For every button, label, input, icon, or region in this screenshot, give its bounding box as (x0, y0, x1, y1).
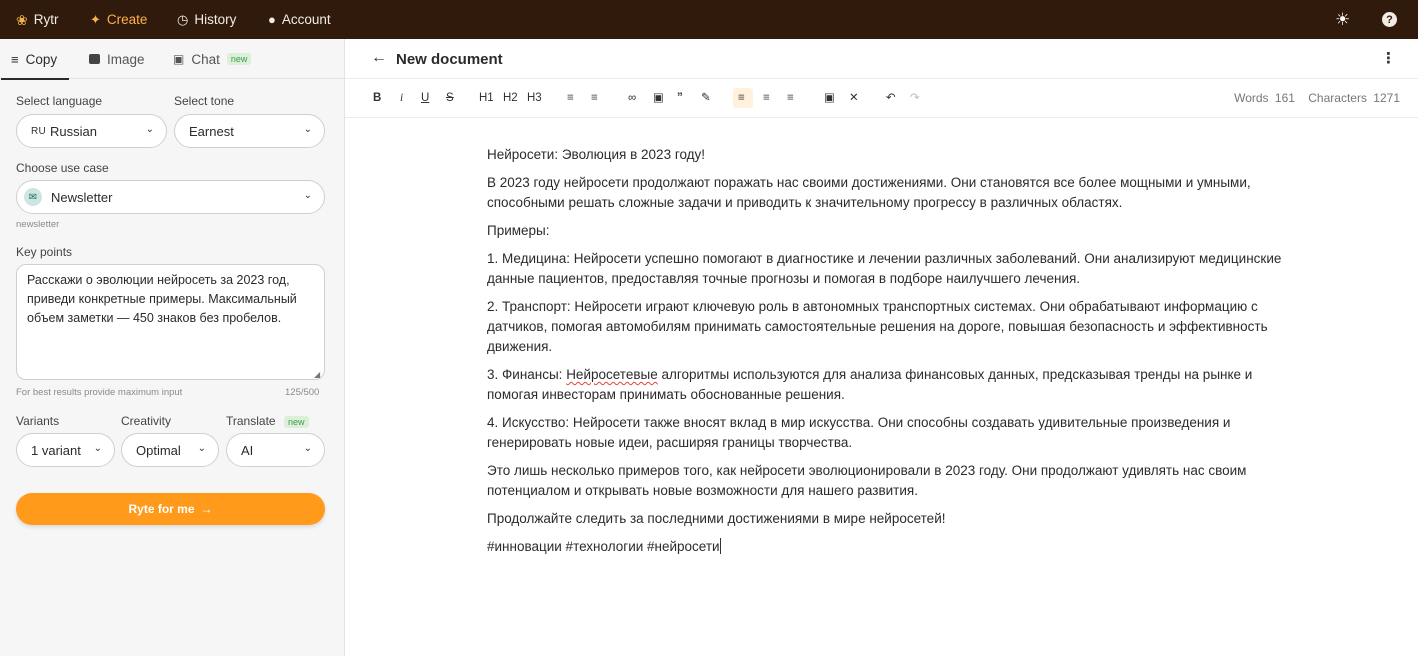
redo-icon[interactable]: ↷ (910, 92, 920, 104)
finance-prefix: 3. Финансы: (487, 367, 567, 382)
heading3-button[interactable]: H3 (527, 92, 542, 104)
image-icon (89, 54, 100, 64)
ryte-for-me-label: Ryte for me (128, 502, 195, 516)
characters-count: 1271 (1373, 91, 1400, 105)
sidebar (0, 39, 345, 656)
mail-icon: ✉ (24, 188, 42, 206)
arrow-right-icon: → (200, 502, 213, 516)
spellcheck-word[interactable]: Нейросетевые (566, 367, 658, 382)
variants-select[interactable] (16, 433, 115, 467)
sparkle-icon: ✦ (90, 12, 101, 27)
numbered-list-icon[interactable]: ≡ (591, 92, 598, 104)
words-label: Words (1234, 91, 1269, 105)
chat-icon: ▣ (173, 52, 185, 66)
document-counts (1228, 91, 1400, 105)
use-case-value: Newsletter (51, 189, 113, 205)
tab-chat[interactable] (173, 39, 251, 79)
nav-rytr-label: Rytr (33, 12, 59, 27)
doc-paragraph-summary: Это лишь несколько примеров того, как нейросети эволюционировали в 2023 году. Они продолжают удивлять нас своим потенциалом и открывать новые возможности для нашего развития. (487, 463, 1247, 498)
key-points-hint: For best results provide maximum input (16, 387, 183, 398)
sidebar-tabs (0, 39, 345, 79)
tab-copy[interactable] (11, 39, 57, 79)
select-all-icon[interactable]: ▣ (824, 92, 835, 104)
align-center-icon[interactable]: ≡ (763, 92, 770, 104)
chevron-down-icon: ⌄ (145, 124, 154, 135)
user-icon: ● (268, 12, 276, 27)
nav-account-label: Account (281, 12, 331, 27)
chevron-down-icon: ⌄ (303, 443, 312, 454)
translate-value: AI (241, 442, 254, 458)
tone-label: Select tone (174, 94, 235, 108)
tab-copy-label: Copy (25, 51, 58, 67)
creativity-value: Optimal (136, 442, 181, 458)
editor-toolbar (345, 79, 1418, 118)
link-icon[interactable]: ∞ (628, 92, 637, 104)
top-navigation-bar (0, 0, 1418, 39)
tab-image[interactable] (89, 39, 145, 79)
align-left-icon[interactable]: ≡ (738, 92, 745, 104)
tab-image-label: Image (107, 51, 145, 67)
doc-paragraph-transport: 2. Транспорт: Нейросети играют ключевую роль в автономных транспортных системах. Они обрабатывают информацию с датчиков, помогая автомобилям принимать самостоятельные решения на дороге, повышая безопасность и эффективность движения. (487, 299, 1268, 354)
characters-label: Characters (1308, 91, 1367, 105)
menu-lines-icon: ≡ (11, 51, 19, 67)
chevron-down-icon: ⌄ (303, 190, 312, 201)
more-options-icon[interactable]: ⋮ (1381, 50, 1396, 67)
doc-paragraph-art: 4. Искусство: Нейросети также вносят вклад в мир искусства. Они способны создавать удивительные произведения и генерировать новые идеи, расширяя границы творчества. (487, 415, 1231, 450)
tone-value: Earnest (189, 123, 234, 139)
variants-value: 1 variant (31, 442, 81, 458)
use-case-hint: newsletter (16, 219, 60, 230)
italic-button[interactable]: i (400, 92, 404, 104)
chevron-down-icon: ⌄ (303, 124, 312, 135)
text-cursor (720, 538, 721, 554)
key-points-textarea[interactable]: Расскажи о эволюции нейросеть за 2023 год, приведи конкретные примеры. Максимальный объем заметки — 450 знаков без пробелов. (16, 264, 325, 380)
image-insert-icon[interactable]: ▣ (653, 92, 664, 104)
document-title[interactable]: New document (396, 51, 503, 68)
document-content[interactable] (487, 145, 1287, 565)
help-button[interactable] (1382, 0, 1397, 39)
finance-rest: алгоритмы используются для анализа финансовых данных, предсказывая тренды на рынке и помогая инвесторам принимать обоснованные решения. (487, 367, 1253, 402)
tab-chat-label: Chat (191, 51, 220, 67)
clear-format-icon[interactable]: ✕ (849, 92, 859, 104)
hashtags: #инновации #технологии #нейросети (487, 539, 720, 554)
ryte-for-me-button[interactable] (16, 493, 325, 525)
rytr-logo-icon: ❀ (16, 11, 28, 28)
heading2-button[interactable]: H2 (503, 92, 518, 104)
translate-label: Translate (226, 414, 276, 428)
words-count: 161 (1274, 91, 1295, 105)
bullet-list-icon[interactable]: ≡ (567, 92, 574, 104)
key-points-counter: 125/500 (285, 387, 320, 398)
undo-icon[interactable]: ↶ (886, 92, 896, 104)
language-code: RU (31, 125, 47, 137)
language-label: Select language (16, 94, 103, 108)
translate-select[interactable] (226, 433, 325, 467)
clock-icon: ◷ (177, 12, 189, 27)
bold-button[interactable]: B (373, 92, 382, 104)
theme-toggle-sun-icon[interactable]: ☀ (1335, 9, 1351, 29)
language-select[interactable] (16, 114, 167, 148)
back-arrow-icon[interactable]: ← (371, 49, 387, 66)
nav-create-label: Create (106, 12, 148, 27)
chevron-down-icon: ⌄ (93, 443, 102, 454)
nav-history[interactable] (177, 0, 236, 39)
use-case-label: Choose use case (16, 161, 109, 175)
strikethrough-button[interactable]: S (446, 92, 454, 104)
nav-rytr-logo[interactable] (16, 0, 58, 39)
doc-paragraph-examples: Примеры: (487, 223, 550, 238)
language-value: Russian (50, 123, 98, 139)
creativity-select[interactable] (121, 433, 219, 467)
new-badge: new (227, 53, 252, 65)
nav-account[interactable] (268, 0, 331, 39)
tone-select[interactable] (174, 114, 325, 148)
nav-history-label: History (194, 12, 237, 27)
editor-header (345, 39, 1418, 79)
doc-paragraph-followup: Продолжайте следить за последними достижениями в мире нейросетей! (487, 511, 946, 526)
doc-paragraph-finance (487, 365, 1287, 405)
highlight-pen-icon[interactable]: ✎ (701, 92, 711, 104)
translate-new-badge: new (284, 416, 309, 428)
use-case-select[interactable] (16, 180, 325, 214)
doc-paragraph-hashtags (487, 537, 1287, 557)
resize-handle-icon[interactable]: ◢ (314, 370, 321, 379)
doc-heading: Нейросети: Эволюция в 2023 году! (487, 147, 706, 162)
align-right-icon[interactable]: ≡ (787, 92, 794, 104)
help-icon: ? (1382, 12, 1397, 27)
doc-paragraph-medicine: 1. Медицина: Нейросети успешно помогают в диагностике и лечении различных заболеваний. Они анализируют медицинские данные пациентов, предоставляя точные прогнозы и помогая в подборе наилучшего лечения. (487, 251, 1282, 286)
quote-icon[interactable]: ” (677, 92, 683, 104)
creativity-label: Creativity (121, 414, 172, 428)
underline-button[interactable]: U (421, 92, 430, 104)
key-points-label: Key points (16, 245, 73, 259)
doc-paragraph-intro: В 2023 году нейросети продолжают поражать нас своими достижениями. Они становятся все более мощными и умными, способными решать сложные задачи и приводить к значительному прогрессу в различных областях. (487, 175, 1251, 210)
heading1-button[interactable]: H1 (479, 92, 494, 104)
chevron-down-icon: ⌄ (197, 443, 206, 454)
nav-create[interactable] (90, 0, 147, 39)
variants-label: Variants (16, 414, 60, 428)
